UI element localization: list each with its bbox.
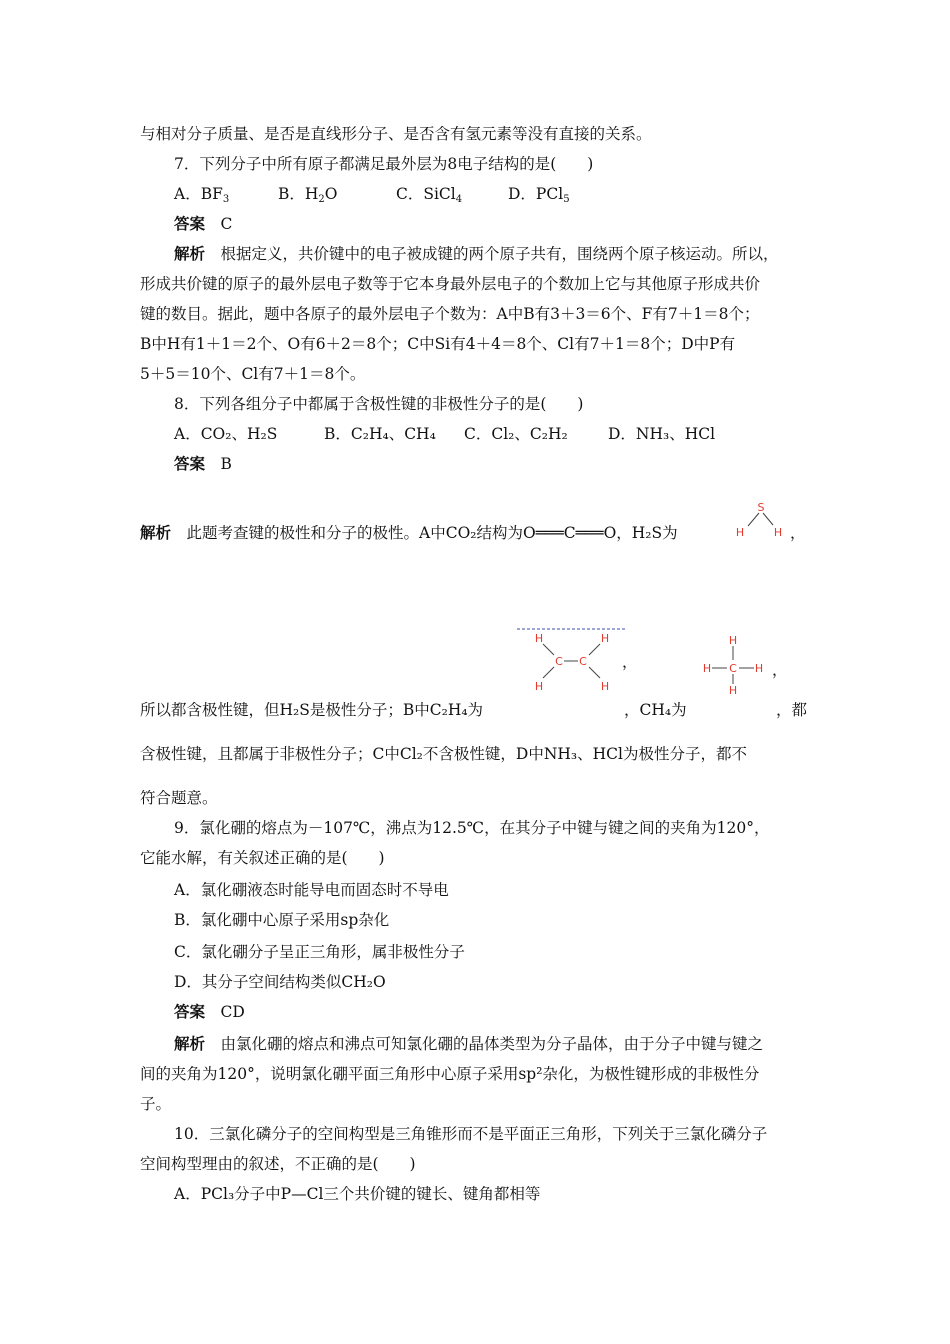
q10-option-a: A．PCl₃分子中P—Cl三个共价键的键长、键角都相等: [174, 1185, 541, 1203]
q9-answer: 答案 CD: [174, 1002, 245, 1021]
q9-stem-2: 它能水解，有关叙述正确的是( ): [140, 849, 385, 867]
q8-stem: 8．下列各组分子中都属于含极性键的非极性分子的是( ): [174, 395, 584, 413]
q8-options: [174, 424, 715, 444]
q9-stem-1: 9．氯化硼的熔点为－107℃，沸点为12.5℃，在其分子中键与键之间的夹角为120°，: [174, 819, 770, 837]
q8-analysis-2c: ，都: [776, 701, 808, 719]
c2h4-atom-c2: C: [579, 655, 587, 668]
q9-analysis-2: 间的夹角为120°，说明氯化硼平面三角形中心原子采用sp²杂化，为极性键形成的非极性分: [140, 1065, 760, 1083]
q9-option-a: A．氯化硼液态时能导电而固态时不导电: [174, 881, 449, 899]
q7-answer: 答案 C: [174, 214, 233, 233]
q8-analysis-2b: ，CH₄为: [624, 701, 687, 719]
q9-option-c: C．氯化硼分子呈正三角形，属非极性分子: [174, 943, 465, 961]
c2h4-structure: [515, 624, 627, 696]
q8-option-b: B．C₂H₄、CH₄: [324, 425, 436, 443]
q8-analysis-1: 解析 此题考查键的极性和分子的极性。A中CO₂结构为O═══C═══O，H₂S为: [140, 523, 678, 542]
q8-analysis-3: 含极性键，且都属于非极性分子；C中Cl₂不含极性键，D中NH₃、HCl为极性分子，都不: [140, 745, 747, 763]
q8-analysis-4: 符合题意。: [140, 789, 218, 807]
h2s-atom-h-right: H: [773, 526, 782, 539]
q10-stem-1: 10．三氯化磷分子的空间构型是三角锥形而不是平面正三角形，下列关于三氯化磷分子: [174, 1125, 768, 1143]
q8-comma-1: ，: [790, 524, 806, 542]
q9-option-b: B．氯化硼中心原子采用sp杂化: [174, 911, 390, 929]
ch4-atom-h-top: H: [728, 634, 738, 647]
c2h4-atom-h3: H: [534, 680, 544, 693]
h2s-structure: [726, 496, 782, 542]
q8-option-a: A．CO₂、H₂S: [174, 425, 278, 443]
c2h4-atom-h4: H: [600, 680, 610, 693]
ch4-atom-h-left: H: [702, 662, 712, 675]
q7-option-b: B．$H_2O$: [278, 185, 338, 205]
q9-analysis-3: 子。: [140, 1095, 172, 1113]
q9-option-d: D．其分子空间结构类似CH₂O: [174, 973, 386, 991]
q8-comma-3: ，: [772, 661, 788, 679]
q7-stem: 7．下列分子中所有原子都满足最外层为8电子结构的是( ): [174, 155, 594, 173]
q8-option-c: C．Cl₂、C₂H₂: [464, 425, 568, 443]
c2h4-atom-h1: H: [534, 632, 544, 645]
c2h4-atom-h2: H: [600, 632, 610, 645]
ch4-atom-h-right: H: [754, 662, 764, 675]
q7-options: [174, 184, 570, 204]
q8-option-d: D．NH₃、HCl: [608, 425, 716, 443]
q7-option-a: A．$BF_3$: [174, 185, 230, 205]
q7-analysis-4: B中H有1＋1＝2个、O有6＋2＝8个；C中Si有4＋4＝8个、Cl有7＋1＝8个；D中P有: [140, 335, 736, 353]
intro-line: 与相对分子质量、是否是直线形分子、是否含有氢元素等没有直接的关系。: [140, 125, 652, 143]
q7-analysis-2: 形成共价键的原子的最外层电子数等于它本身最外层电子的个数加上它与其他原子形成共价: [140, 275, 761, 293]
q7-option-c: C．SiCl$_4$: [396, 185, 463, 205]
h2s-atom-s: S: [757, 501, 765, 514]
q8-analysis-2a: 所以都含极性键，但H₂S是极性分子；B中C₂H₄为: [140, 701, 484, 719]
ch4-atom-h-bottom: H: [728, 684, 738, 696]
q7-option-d: D．PCl$_5$: [508, 185, 570, 205]
ch4-structure: [700, 632, 770, 696]
q7-analysis-3: 键的数目。据此，题中各原子的最外层电子个数为：A中B有3＋3＝6个、F有7＋1＝8个；: [140, 305, 760, 323]
q9-analysis-1: 解析 由氯化硼的熔点和沸点可知氯化硼的晶体类型为分子晶体，由于分子中键与键之: [174, 1034, 764, 1053]
q8-answer: 答案 B: [174, 454, 232, 473]
q8-comma-2: ，: [622, 653, 638, 671]
q10-stem-2: 空间构型理由的叙述，不正确的是( ): [140, 1155, 416, 1173]
h2s-atom-h-left: H: [735, 526, 745, 539]
c2h4-atom-c1: C: [555, 655, 563, 668]
ch4-atom-c: C: [729, 662, 737, 675]
q7-analysis-1: 解析 根据定义，共价键中的电子被成键的两个原子共有，围绕两个原子核运动。所以，: [174, 244, 779, 263]
q7-analysis-5: 5＋5＝10个、Cl有7＋1＝8个。: [140, 365, 366, 383]
